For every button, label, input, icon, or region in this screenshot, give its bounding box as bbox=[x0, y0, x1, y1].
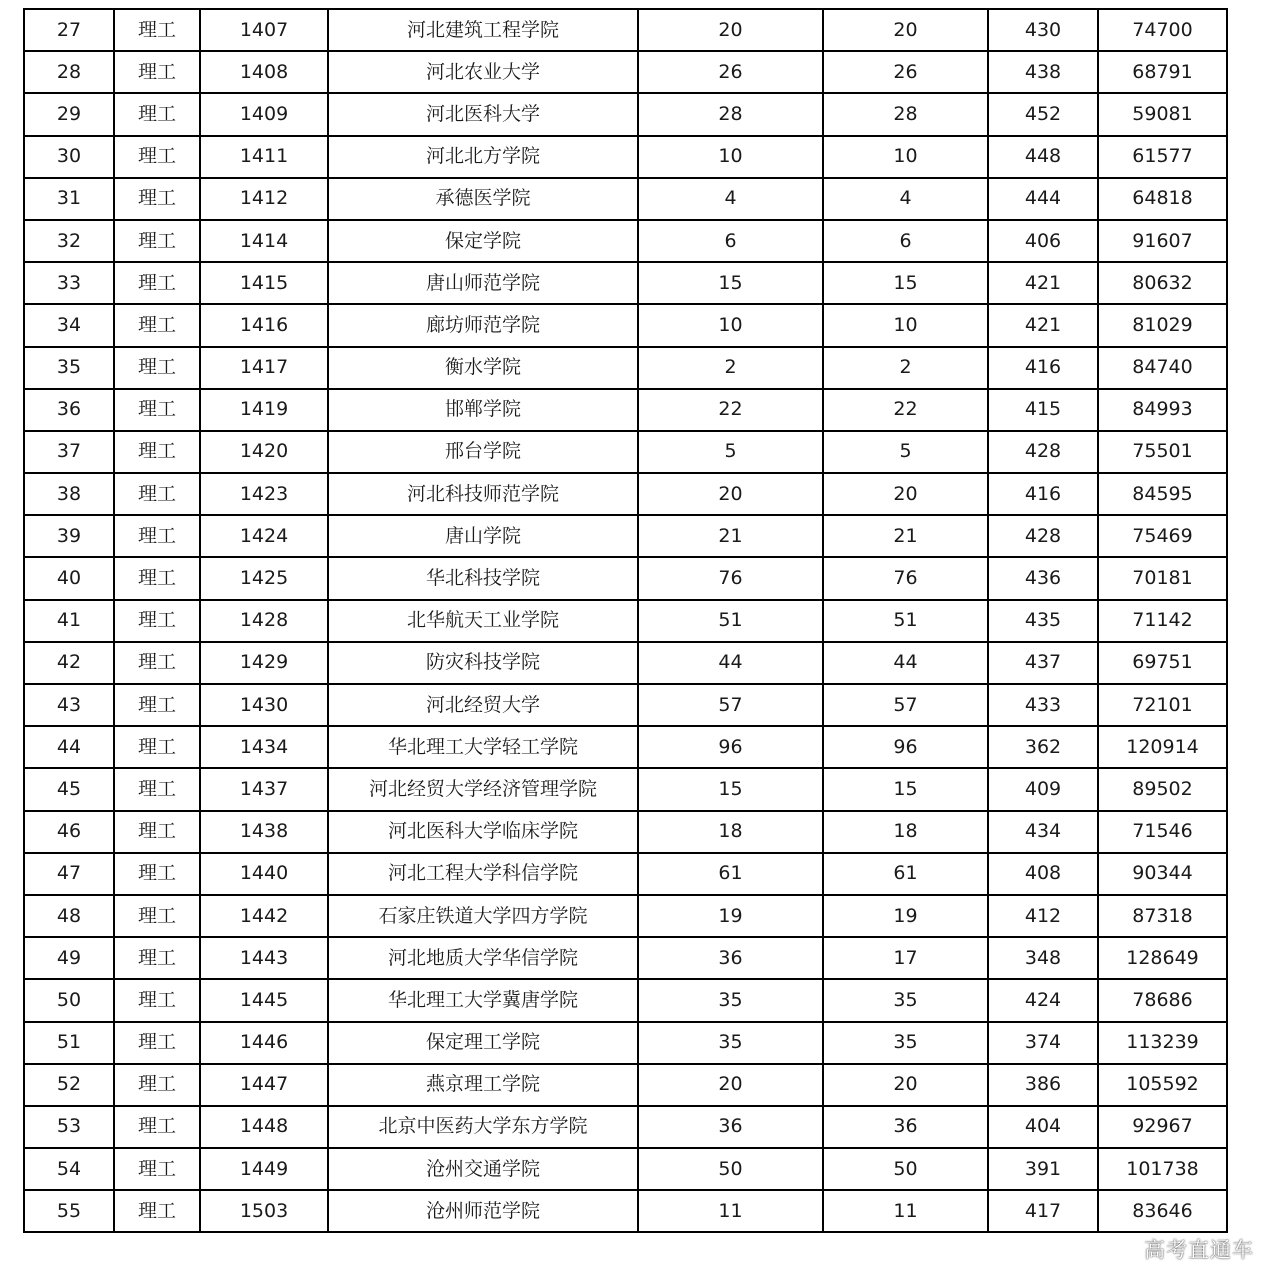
table-cell-category: 理工 bbox=[114, 768, 200, 810]
table-cell-min-score: 435 bbox=[988, 600, 1098, 642]
table-cell-min-score: 362 bbox=[988, 726, 1098, 768]
table-cell-enrolled: 50 bbox=[823, 1148, 988, 1190]
table-cell-rank: 68791 bbox=[1098, 51, 1227, 93]
table-cell-enrolled: 19 bbox=[823, 895, 988, 937]
table-cell-code: 1503 bbox=[200, 1190, 328, 1232]
table-row bbox=[24, 347, 1227, 389]
table-cell-plan: 22 bbox=[638, 389, 823, 431]
table-cell-plan: 20 bbox=[638, 1064, 823, 1106]
table-cell-plan: 26 bbox=[638, 51, 823, 93]
table-row bbox=[24, 178, 1227, 220]
table-cell-min-score: 404 bbox=[988, 1106, 1098, 1148]
table-cell-min-score: 424 bbox=[988, 979, 1098, 1021]
table-cell-min-score: 415 bbox=[988, 389, 1098, 431]
table-cell-index: 33 bbox=[24, 262, 114, 304]
watermark-text: 高考直通车 bbox=[1144, 1238, 1254, 1262]
table-cell-category: 理工 bbox=[114, 347, 200, 389]
table-cell-enrolled: 26 bbox=[823, 51, 988, 93]
table-row bbox=[24, 642, 1227, 684]
table-cell-code: 1420 bbox=[200, 431, 328, 473]
table-cell-name: 唐山学院 bbox=[328, 515, 638, 557]
table-cell-code: 1438 bbox=[200, 811, 328, 853]
table-cell-name: 河北医科大学 bbox=[328, 93, 638, 135]
table-cell-name: 邢台学院 bbox=[328, 431, 638, 473]
table-cell-plan: 10 bbox=[638, 136, 823, 178]
table-row bbox=[24, 389, 1227, 431]
table-cell-rank: 78686 bbox=[1098, 979, 1227, 1021]
table-cell-enrolled: 44 bbox=[823, 642, 988, 684]
table-cell-category: 理工 bbox=[114, 9, 200, 51]
table-cell-rank: 70181 bbox=[1098, 557, 1227, 599]
table-cell-rank: 71546 bbox=[1098, 811, 1227, 853]
table-cell-category: 理工 bbox=[114, 515, 200, 557]
table-cell-plan: 51 bbox=[638, 600, 823, 642]
table-row bbox=[24, 93, 1227, 135]
table-cell-code: 1408 bbox=[200, 51, 328, 93]
table-cell-min-score: 416 bbox=[988, 347, 1098, 389]
table-cell-code: 1448 bbox=[200, 1106, 328, 1148]
table-cell-rank: 101738 bbox=[1098, 1148, 1227, 1190]
table-cell-plan: 57 bbox=[638, 684, 823, 726]
table-cell-category: 理工 bbox=[114, 51, 200, 93]
table-cell-name: 华北理工大学轻工学院 bbox=[328, 726, 638, 768]
table-cell-code: 1415 bbox=[200, 262, 328, 304]
table-cell-enrolled: 96 bbox=[823, 726, 988, 768]
table-cell-plan: 20 bbox=[638, 9, 823, 51]
table-cell-name: 石家庄铁道大学四方学院 bbox=[328, 895, 638, 937]
table-cell-min-score: 386 bbox=[988, 1064, 1098, 1106]
table-cell-rank: 74700 bbox=[1098, 9, 1227, 51]
admission-table bbox=[23, 8, 1228, 1233]
table-row bbox=[24, 811, 1227, 853]
table-cell-code: 1445 bbox=[200, 979, 328, 1021]
table-cell-index: 39 bbox=[24, 515, 114, 557]
table-row bbox=[24, 979, 1227, 1021]
table-cell-min-score: 428 bbox=[988, 515, 1098, 557]
table-cell-index: 32 bbox=[24, 220, 114, 262]
table-cell-code: 1424 bbox=[200, 515, 328, 557]
table-cell-plan: 50 bbox=[638, 1148, 823, 1190]
table-cell-index: 53 bbox=[24, 1106, 114, 1148]
table-row bbox=[24, 895, 1227, 937]
table-cell-enrolled: 20 bbox=[823, 473, 988, 515]
table-cell-rank: 75501 bbox=[1098, 431, 1227, 473]
table-cell-index: 38 bbox=[24, 473, 114, 515]
table-cell-code: 1417 bbox=[200, 347, 328, 389]
table-cell-code: 1419 bbox=[200, 389, 328, 431]
table-cell-rank: 81029 bbox=[1098, 304, 1227, 346]
table-cell-min-score: 433 bbox=[988, 684, 1098, 726]
table-cell-rank: 105592 bbox=[1098, 1064, 1227, 1106]
table-row bbox=[24, 262, 1227, 304]
table-cell-index: 51 bbox=[24, 1022, 114, 1064]
table-row bbox=[24, 853, 1227, 895]
table-cell-name: 廊坊师范学院 bbox=[328, 304, 638, 346]
table-cell-rank: 90344 bbox=[1098, 853, 1227, 895]
table-cell-category: 理工 bbox=[114, 1148, 200, 1190]
table-cell-enrolled: 20 bbox=[823, 9, 988, 51]
table-cell-min-score: 430 bbox=[988, 9, 1098, 51]
table-cell-min-score: 452 bbox=[988, 93, 1098, 135]
table-cell-enrolled: 51 bbox=[823, 600, 988, 642]
table-cell-category: 理工 bbox=[114, 220, 200, 262]
table-cell-index: 54 bbox=[24, 1148, 114, 1190]
table-cell-plan: 35 bbox=[638, 1022, 823, 1064]
table-row bbox=[24, 1148, 1227, 1190]
table-cell-category: 理工 bbox=[114, 178, 200, 220]
table-cell-plan: 44 bbox=[638, 642, 823, 684]
table-cell-plan: 36 bbox=[638, 1106, 823, 1148]
table-cell-name: 河北工程大学科信学院 bbox=[328, 853, 638, 895]
table-cell-enrolled: 35 bbox=[823, 1022, 988, 1064]
table-row bbox=[24, 1190, 1227, 1232]
table-cell-name: 邯郸学院 bbox=[328, 389, 638, 431]
table-cell-category: 理工 bbox=[114, 937, 200, 979]
table-cell-index: 34 bbox=[24, 304, 114, 346]
table-cell-enrolled: 15 bbox=[823, 262, 988, 304]
table-cell-enrolled: 28 bbox=[823, 93, 988, 135]
table-cell-plan: 2 bbox=[638, 347, 823, 389]
table-cell-index: 45 bbox=[24, 768, 114, 810]
table-cell-category: 理工 bbox=[114, 642, 200, 684]
table-cell-rank: 113239 bbox=[1098, 1022, 1227, 1064]
table-cell-name: 河北农业大学 bbox=[328, 51, 638, 93]
table-cell-plan: 10 bbox=[638, 304, 823, 346]
table-cell-min-score: 374 bbox=[988, 1022, 1098, 1064]
table-cell-code: 1412 bbox=[200, 178, 328, 220]
table-cell-name: 保定学院 bbox=[328, 220, 638, 262]
table-row bbox=[24, 51, 1227, 93]
table-cell-index: 29 bbox=[24, 93, 114, 135]
table-cell-category: 理工 bbox=[114, 811, 200, 853]
table-cell-index: 30 bbox=[24, 136, 114, 178]
table-cell-category: 理工 bbox=[114, 1106, 200, 1148]
table-cell-plan: 15 bbox=[638, 768, 823, 810]
table-row bbox=[24, 515, 1227, 557]
table-cell-enrolled: 61 bbox=[823, 853, 988, 895]
table-cell-name: 沧州交通学院 bbox=[328, 1148, 638, 1190]
table-row bbox=[24, 726, 1227, 768]
table-cell-name: 保定理工学院 bbox=[328, 1022, 638, 1064]
table-cell-code: 1423 bbox=[200, 473, 328, 515]
table-cell-rank: 92967 bbox=[1098, 1106, 1227, 1148]
table-cell-code: 1443 bbox=[200, 937, 328, 979]
table-cell-index: 35 bbox=[24, 347, 114, 389]
table-cell-index: 40 bbox=[24, 557, 114, 599]
table-cell-min-score: 438 bbox=[988, 51, 1098, 93]
table-cell-min-score: 421 bbox=[988, 304, 1098, 346]
table-row bbox=[24, 1064, 1227, 1106]
table-cell-index: 28 bbox=[24, 51, 114, 93]
table-cell-code: 1437 bbox=[200, 768, 328, 810]
table-cell-name: 华北科技学院 bbox=[328, 557, 638, 599]
table-row bbox=[24, 431, 1227, 473]
table-cell-category: 理工 bbox=[114, 853, 200, 895]
table-cell-name: 燕京理工学院 bbox=[328, 1064, 638, 1106]
table-cell-index: 31 bbox=[24, 178, 114, 220]
table-cell-min-score: 409 bbox=[988, 768, 1098, 810]
table-cell-min-score: 437 bbox=[988, 642, 1098, 684]
table-cell-category: 理工 bbox=[114, 557, 200, 599]
table-cell-rank: 89502 bbox=[1098, 768, 1227, 810]
table-cell-min-score: 406 bbox=[988, 220, 1098, 262]
table-cell-rank: 84595 bbox=[1098, 473, 1227, 515]
table-cell-code: 1414 bbox=[200, 220, 328, 262]
table-cell-code: 1407 bbox=[200, 9, 328, 51]
table-cell-index: 41 bbox=[24, 600, 114, 642]
table-cell-index: 52 bbox=[24, 1064, 114, 1106]
table-cell-enrolled: 76 bbox=[823, 557, 988, 599]
table-cell-name: 河北科技师范学院 bbox=[328, 473, 638, 515]
table-cell-enrolled: 10 bbox=[823, 136, 988, 178]
table-row bbox=[24, 600, 1227, 642]
table-cell-plan: 11 bbox=[638, 1190, 823, 1232]
table-cell-min-score: 428 bbox=[988, 431, 1098, 473]
table-cell-enrolled: 4 bbox=[823, 178, 988, 220]
table-cell-rank: 59081 bbox=[1098, 93, 1227, 135]
table-cell-enrolled: 15 bbox=[823, 768, 988, 810]
table-cell-enrolled: 35 bbox=[823, 979, 988, 1021]
table-cell-min-score: 348 bbox=[988, 937, 1098, 979]
table-cell-rank: 84740 bbox=[1098, 347, 1227, 389]
table-cell-enrolled: 36 bbox=[823, 1106, 988, 1148]
table-cell-enrolled: 5 bbox=[823, 431, 988, 473]
table-cell-category: 理工 bbox=[114, 684, 200, 726]
table-cell-plan: 21 bbox=[638, 515, 823, 557]
table-cell-category: 理工 bbox=[114, 979, 200, 1021]
table-cell-min-score: 391 bbox=[988, 1148, 1098, 1190]
table-cell-min-score: 448 bbox=[988, 136, 1098, 178]
table-cell-plan: 19 bbox=[638, 895, 823, 937]
table-cell-name: 防灾科技学院 bbox=[328, 642, 638, 684]
table-cell-enrolled: 17 bbox=[823, 937, 988, 979]
table-cell-rank: 61577 bbox=[1098, 136, 1227, 178]
table-row bbox=[24, 9, 1227, 51]
table-cell-min-score: 416 bbox=[988, 473, 1098, 515]
table-cell-name: 河北医科大学临床学院 bbox=[328, 811, 638, 853]
table-cell-plan: 18 bbox=[638, 811, 823, 853]
table-cell-plan: 20 bbox=[638, 473, 823, 515]
table-cell-category: 理工 bbox=[114, 262, 200, 304]
table-cell-enrolled: 21 bbox=[823, 515, 988, 557]
table-cell-name: 河北经贸大学经济管理学院 bbox=[328, 768, 638, 810]
table-cell-category: 理工 bbox=[114, 1190, 200, 1232]
table-cell-min-score: 434 bbox=[988, 811, 1098, 853]
table-cell-category: 理工 bbox=[114, 431, 200, 473]
table-cell-rank: 128649 bbox=[1098, 937, 1227, 979]
table-cell-plan: 35 bbox=[638, 979, 823, 1021]
table-cell-rank: 72101 bbox=[1098, 684, 1227, 726]
table-cell-rank: 64818 bbox=[1098, 178, 1227, 220]
table-cell-name: 北京中医药大学东方学院 bbox=[328, 1106, 638, 1148]
table-cell-index: 36 bbox=[24, 389, 114, 431]
table-cell-category: 理工 bbox=[114, 473, 200, 515]
admission-table-container bbox=[23, 8, 1226, 1233]
table-cell-rank: 120914 bbox=[1098, 726, 1227, 768]
table-cell-rank: 71142 bbox=[1098, 600, 1227, 642]
table-cell-name: 衡水学院 bbox=[328, 347, 638, 389]
table-row bbox=[24, 220, 1227, 262]
table-cell-rank: 69751 bbox=[1098, 642, 1227, 684]
table-cell-code: 1428 bbox=[200, 600, 328, 642]
table-cell-min-score: 417 bbox=[988, 1190, 1098, 1232]
table-cell-name: 河北经贸大学 bbox=[328, 684, 638, 726]
table-cell-plan: 61 bbox=[638, 853, 823, 895]
table-cell-min-score: 408 bbox=[988, 853, 1098, 895]
table-row bbox=[24, 1106, 1227, 1148]
table-cell-category: 理工 bbox=[114, 895, 200, 937]
table-cell-category: 理工 bbox=[114, 1064, 200, 1106]
table-cell-category: 理工 bbox=[114, 600, 200, 642]
table-body bbox=[24, 9, 1227, 1232]
table-cell-min-score: 444 bbox=[988, 178, 1098, 220]
table-cell-plan: 96 bbox=[638, 726, 823, 768]
table-cell-enrolled: 10 bbox=[823, 304, 988, 346]
table-cell-plan: 4 bbox=[638, 178, 823, 220]
table-cell-enrolled: 11 bbox=[823, 1190, 988, 1232]
table-cell-rank: 91607 bbox=[1098, 220, 1227, 262]
table-cell-enrolled: 57 bbox=[823, 684, 988, 726]
table-cell-index: 43 bbox=[24, 684, 114, 726]
table-cell-index: 46 bbox=[24, 811, 114, 853]
table-cell-category: 理工 bbox=[114, 93, 200, 135]
table-cell-code: 1434 bbox=[200, 726, 328, 768]
table-cell-enrolled: 20 bbox=[823, 1064, 988, 1106]
table-cell-name: 唐山师范学院 bbox=[328, 262, 638, 304]
table-row bbox=[24, 937, 1227, 979]
table-row bbox=[24, 1022, 1227, 1064]
table-cell-name: 河北地质大学华信学院 bbox=[328, 937, 638, 979]
table-cell-code: 1446 bbox=[200, 1022, 328, 1064]
table-cell-index: 27 bbox=[24, 9, 114, 51]
table-cell-min-score: 421 bbox=[988, 262, 1098, 304]
table-row bbox=[24, 473, 1227, 515]
table-cell-rank: 80632 bbox=[1098, 262, 1227, 304]
table-cell-index: 49 bbox=[24, 937, 114, 979]
table-cell-category: 理工 bbox=[114, 304, 200, 346]
table-cell-category: 理工 bbox=[114, 1022, 200, 1064]
table-cell-code: 1411 bbox=[200, 136, 328, 178]
table-cell-name: 河北北方学院 bbox=[328, 136, 638, 178]
table-cell-category: 理工 bbox=[114, 726, 200, 768]
table-cell-plan: 28 bbox=[638, 93, 823, 135]
table-cell-min-score: 412 bbox=[988, 895, 1098, 937]
table-cell-min-score: 436 bbox=[988, 557, 1098, 599]
table-cell-plan: 5 bbox=[638, 431, 823, 473]
table-cell-name: 河北建筑工程学院 bbox=[328, 9, 638, 51]
table-cell-code: 1442 bbox=[200, 895, 328, 937]
table-cell-code: 1449 bbox=[200, 1148, 328, 1190]
table-cell-code: 1429 bbox=[200, 642, 328, 684]
table-row bbox=[24, 557, 1227, 599]
table-cell-name: 沧州师范学院 bbox=[328, 1190, 638, 1232]
table-cell-code: 1409 bbox=[200, 93, 328, 135]
table-cell-rank: 87318 bbox=[1098, 895, 1227, 937]
table-row bbox=[24, 768, 1227, 810]
table-cell-plan: 15 bbox=[638, 262, 823, 304]
table-cell-index: 55 bbox=[24, 1190, 114, 1232]
table-row bbox=[24, 684, 1227, 726]
table-row bbox=[24, 304, 1227, 346]
table-cell-index: 48 bbox=[24, 895, 114, 937]
table-cell-code: 1440 bbox=[200, 853, 328, 895]
table-cell-enrolled: 18 bbox=[823, 811, 988, 853]
table-cell-name: 华北理工大学冀唐学院 bbox=[328, 979, 638, 1021]
table-cell-index: 47 bbox=[24, 853, 114, 895]
table-cell-plan: 36 bbox=[638, 937, 823, 979]
table-cell-code: 1425 bbox=[200, 557, 328, 599]
table-cell-index: 50 bbox=[24, 979, 114, 1021]
table-cell-name: 北华航天工业学院 bbox=[328, 600, 638, 642]
table-cell-rank: 84993 bbox=[1098, 389, 1227, 431]
table-cell-index: 37 bbox=[24, 431, 114, 473]
table-cell-code: 1447 bbox=[200, 1064, 328, 1106]
table-cell-index: 42 bbox=[24, 642, 114, 684]
table-cell-plan: 6 bbox=[638, 220, 823, 262]
table-cell-enrolled: 22 bbox=[823, 389, 988, 431]
table-cell-category: 理工 bbox=[114, 389, 200, 431]
table-cell-enrolled: 6 bbox=[823, 220, 988, 262]
table-cell-code: 1416 bbox=[200, 304, 328, 346]
table-cell-rank: 83646 bbox=[1098, 1190, 1227, 1232]
table-cell-category: 理工 bbox=[114, 136, 200, 178]
table-cell-plan: 76 bbox=[638, 557, 823, 599]
table-cell-code: 1430 bbox=[200, 684, 328, 726]
table-row bbox=[24, 136, 1227, 178]
table-cell-name: 承德医学院 bbox=[328, 178, 638, 220]
table-cell-rank: 75469 bbox=[1098, 515, 1227, 557]
table-cell-index: 44 bbox=[24, 726, 114, 768]
table-cell-enrolled: 2 bbox=[823, 347, 988, 389]
